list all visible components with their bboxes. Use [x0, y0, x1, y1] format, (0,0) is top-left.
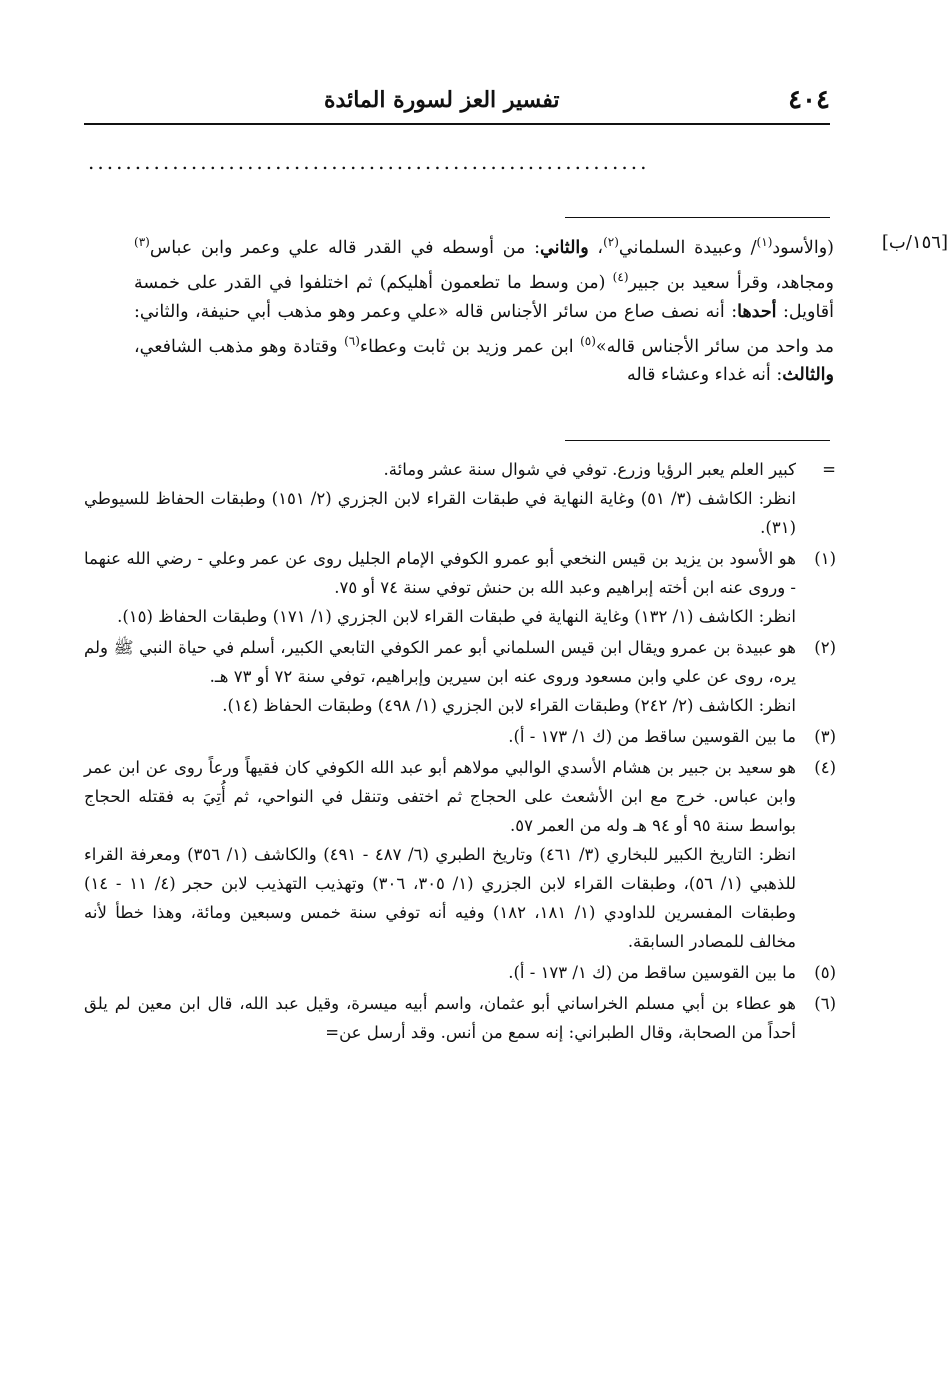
- footnote: [84, 989, 844, 1047]
- bold-term: والثاني: [540, 237, 589, 258]
- text-run: / وعبيدة السلماني: [618, 237, 757, 258]
- footnote-marker: (٥): [814, 963, 836, 982]
- footnote-marker: (٦): [814, 994, 836, 1013]
- footnote-rule: [565, 440, 830, 441]
- footnote-body: [84, 753, 796, 956]
- running-title: تفسير العز لسورة المائدة: [324, 87, 560, 113]
- folio-marker: [١٥٦/ب]: [881, 232, 948, 253]
- footnote-paragraph: كبير العلم يعبر الرؤيا وزرع. توفي في شوال سنة عشر ومائة.: [383, 460, 796, 479]
- footnote-reference: (٤): [612, 269, 629, 284]
- footnote-paragraph: انظر: التاريخ الكبير للبخاري (٣/ ٤٦١) وتاريخ الطبري (٦/ ٤٨٧ - ٤٩١) والكاشف (١/ ٣٥٦) ومعرفة القراء للذهبي (١/ ٥٦)، وطبقات القراء لابن الجزري (١/ ٣٠٥، ٣٠٦) وتهذيب التهذيب لابن حجر (٤/ ١١ - ١٤) وطبقات المفسرين للداودي (١/ ١٨١، ١٨٢) وفيه أنه توفي سنة خمس وسبعين ومائة، وهذا خطأ لأنه مخالف للمصادر السابقة.: [84, 845, 797, 951]
- text-run: : من أوسطه في القدر قاله علي وعمر وابن عباس: [149, 237, 540, 258]
- footnote: [84, 544, 844, 631]
- footnote-body: [84, 989, 796, 1047]
- text-run: (والأسود: [772, 237, 834, 258]
- text-run: (من وسط ما تطعمون أهليكم) ثم اختلفوا في القدر على خمسة أقاويل:: [134, 272, 835, 322]
- footnote: [84, 722, 844, 751]
- text-run: : أنه غداء وعشاء قاله: [627, 365, 783, 386]
- footnote-body: [84, 544, 796, 631]
- page-number: ٤٠٤: [788, 85, 830, 115]
- footnote-body: [84, 455, 796, 542]
- footnote-marker: (٣): [814, 727, 836, 746]
- footnote-paragraph: انظر: الكاشف (١/ ١٣٢) وغاية النهاية في طبقات القراء لابن الجزري (١/ ١٧١) وطبقات الحفاظ (١٥).: [117, 607, 796, 626]
- footnote: [84, 633, 844, 720]
- footnote: [84, 958, 844, 987]
- text-run: ابن عمر وزيد بن ثابت وعطاء: [359, 336, 581, 357]
- footnote-paragraph: هو سعيد بن جبير بن هشام الأسدي الوالبي مولاهم أبو عبد الله الكوفي كان فقيهاً ورعاً روى عن ابن عمر وابن عباس. خرج مع ابن الأشعث على الحجاج ثم اختفى وتنقل في النواحي، ثم أُتِيَ به فقتله الحجاج بواسط سنة ٩٥ أو ٩٤ هـ وله من العمر ٥٧.: [84, 758, 796, 835]
- footnote-marker: (٤): [814, 758, 836, 777]
- bold-term: أحدها: [737, 301, 777, 322]
- section-rule: [565, 217, 830, 218]
- footnote-body: [84, 722, 796, 751]
- footnote-paragraph: انظر: الكاشف (٢/ ٢٤٢) وطبقات القراء لابن الجزري (١/ ٤٩٨) وطبقات الحفاظ (١٤).: [222, 696, 796, 715]
- footnote-paragraph: هو عبيدة بن عمرو ويقال ابن قيس السلماني أبو عمر الكوفي التابعي الكبير، أسلم في حياة النبي ﷺ ولم يره، روى عن علي وابن مسعود وروى عنه ابن سيرين وإبراهيم، توفي سنة ٧٢ أو ٧٣ هـ.: [84, 638, 796, 686]
- omission-dots: ............................................................: [88, 150, 650, 174]
- main-paragraph: [134, 228, 834, 390]
- footnote-paragraph: هو عطاء بن أبي مسلم الخراساني أبو عثمان، واسم أبيه ميسرة، وقيل عبد الله، قال ابن معين لم يلق أحداً من الصحابة، وقال الطبراني: إنه سمع من أنس. وقد أرسل عن=: [84, 994, 796, 1042]
- footnote-body: [84, 958, 796, 987]
- footnote-reference: (٥): [580, 333, 596, 348]
- text-run: ،: [588, 237, 604, 258]
- bold-term: والثالث: [782, 365, 834, 386]
- footnote-reference: (٣): [134, 235, 150, 249]
- main-text-block: [84, 228, 948, 418]
- footnote: [84, 753, 844, 956]
- footnote-marker: (٢): [814, 638, 836, 657]
- text-run: ومجاهد، وقرأ سعيد بن جبير: [628, 272, 834, 293]
- footnote-paragraph: ما بين القوسين ساقط من (ك ١/ ١٧٣ - أ).: [508, 727, 796, 746]
- footnote-paragraph: ما بين القوسين ساقط من (ك ١/ ١٧٣ - أ).: [508, 963, 796, 982]
- page-header: [84, 80, 830, 120]
- header-rule: [84, 123, 830, 125]
- footnote-reference: (٦): [344, 333, 360, 348]
- text-run: : أنه نصف صاع من سائر الأجناس قاله «علي وعمر وهو مذهب أبي حنيفة، والثاني: مد واحد من سائر الأجناس قاله»: [134, 301, 834, 357]
- footnote-paragraph: هو الأسود بن يزيد بن قيس النخعي أبو عمرو الكوفي الإمام الجليل روى عن عمر وعلي - رضي الله عنهما - وروى عنه ابن أخته إبراهيم وعبد الله بن حنش توفي سنة ٧٤ أو ٧٥.: [84, 549, 796, 597]
- footnote-reference: (١): [756, 235, 773, 249]
- footnote-reference: (٢): [603, 235, 619, 249]
- footnote-marker: =: [822, 460, 836, 479]
- footnotes: [84, 455, 844, 1355]
- text-run: وقتادة وهو مذهب الشافعي،: [134, 336, 345, 357]
- footnote-marker: (١): [814, 549, 836, 568]
- footnote: [84, 455, 844, 542]
- footnote-paragraph: انظر: الكاشف (٣/ ٥١) وغاية النهاية في طبقات القراء لابن الجزري (٢/ ١٥١) وطبقات الحفاظ للسيوطي (٣١).: [84, 489, 796, 537]
- footnote-body: [84, 633, 796, 720]
